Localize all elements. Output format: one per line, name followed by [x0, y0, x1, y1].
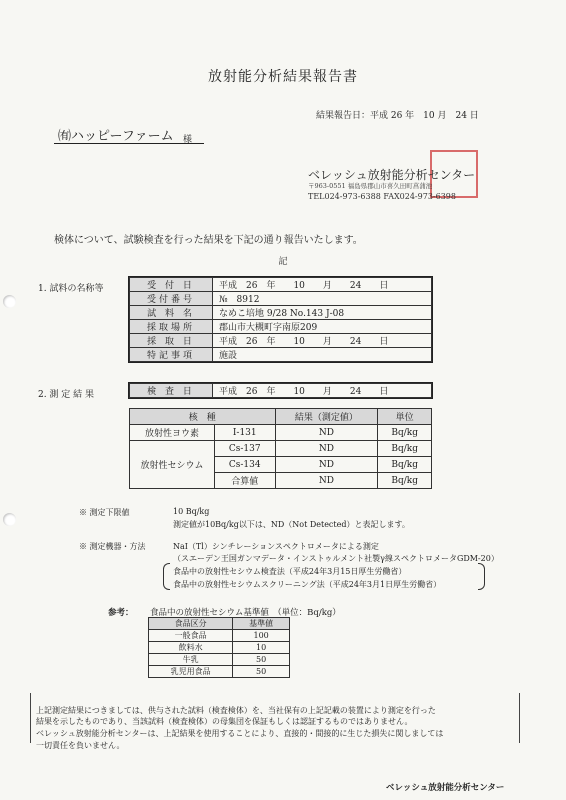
sender-name: ベレッシュ放射能分析センター [308, 168, 476, 182]
nuclide-name: I-131 [215, 425, 276, 441]
addressee-name: ㈲ハッピーファーム [58, 129, 174, 144]
nuclide-name: Cs-134 [215, 457, 276, 473]
result-unit: Bq/kg [378, 457, 432, 473]
table-row [130, 292, 432, 306]
result-unit: Bq/kg [378, 425, 432, 441]
punch-hole [3, 295, 16, 308]
table-row [149, 654, 290, 666]
table-row [130, 334, 432, 348]
inspection-date-value: 平成 26 年 10 月 24 日 [213, 384, 432, 398]
row-label: 試 料 名 [130, 306, 213, 320]
table-header-row [130, 409, 432, 425]
standards-table [148, 617, 290, 678]
table-row [149, 630, 290, 642]
section1-label: 1. 試料の名称等 [38, 284, 104, 294]
header-category: 食品区分 [149, 618, 233, 630]
addressee-honorific: 様 [183, 135, 193, 145]
punch-hole [3, 513, 16, 526]
row-label: 受 付 日 [130, 278, 213, 292]
footnote-line: 上記測定結果につきましては、供与された試料（検査検体）を、当社保有の上記記載の装置により測定を行った [36, 706, 436, 715]
footnote-line: 結果を示したものであり、当該試料（検査検体）の母集団を保証もしくは認証するものではありません。 [36, 717, 413, 726]
table-header-row [149, 618, 290, 630]
method-label: ※ 測定機器・方法 [79, 542, 146, 551]
row-label: 採取場所 [130, 320, 213, 334]
row-value: 郡山市大槻町字南原209 [213, 320, 432, 334]
table-row [130, 441, 432, 457]
group-cesium: 放射性セシウム [130, 441, 215, 489]
food-category: 飲料水 [149, 642, 233, 654]
sample-info-table [129, 277, 432, 362]
row-label: 受付番号 [130, 292, 213, 306]
sender-tel: TEL024-973-6388 FAX024-973-6398 [308, 192, 456, 201]
header-unit: 単位 [378, 409, 432, 425]
detection-limit-label: ※ 測定下限値 [79, 508, 130, 517]
method-line: NaI（Tl）シンチレーションスペクトロメータによる測定 [173, 542, 379, 551]
inspection-date-table [129, 383, 432, 398]
table-row [130, 425, 432, 441]
table-row [130, 384, 432, 398]
table-row [149, 666, 290, 678]
detection-limit-note: 測定値が10Bq/kg以下は、ND（Not Detected）と表記します。 [173, 520, 410, 529]
table-row [130, 278, 432, 292]
reference-label: 参考： [108, 608, 134, 618]
footer-organization: ベレッシュ放射能分析センター [386, 783, 505, 793]
intro-text: 検体について、試験検査を行った結果を下記の通り報告いたします。 [54, 235, 363, 246]
table-row [149, 642, 290, 654]
nuclide-name: Cs-137 [215, 441, 276, 457]
table-row [130, 320, 432, 334]
row-value: № 8912 [213, 292, 432, 306]
row-label: 特記事項 [130, 348, 213, 362]
detection-limit-value: 10 Bq/kg [173, 507, 210, 516]
standard-value: 50 [233, 666, 290, 678]
row-value: なめこ培地 9/28 No.143 J-08 [213, 306, 432, 320]
result-value: ND [275, 457, 378, 473]
food-category: 乳児用食品 [149, 666, 233, 678]
document-title: 放射能分析結果報告書 [208, 69, 358, 85]
table-row [130, 348, 432, 362]
standard-value: 10 [233, 642, 290, 654]
footnote-line: 一切責任を負いません。 [36, 741, 125, 750]
header-result: 結果（測定値） [275, 409, 378, 425]
method-line: （スエーデン王国ガンマデータ・インストゥルメント社製γ線スペクトロメータGDM-20） [173, 554, 499, 563]
result-value: ND [275, 473, 378, 489]
footnote-line: ベレッシュ放射能分析センターは、上記結果を使用することにより、直接的・間接的に生じた損失に関しましては [36, 729, 444, 738]
result-value: ND [275, 425, 378, 441]
method-line: 食品中の放射性セシウムスクリーニング法（平成24年3月1日厚生労働省） [173, 580, 442, 589]
report-date: 結果報告日：平成 26 年 10 月 24 日 [316, 111, 479, 121]
row-value: 平成 26 年 10 月 24 日 [213, 278, 432, 292]
section2-label: 2. 測 定 結 果 [38, 390, 95, 400]
row-value: 平成 26 年 10 月 24 日 [213, 334, 432, 348]
food-category: 牛乳 [149, 654, 233, 666]
result-unit: Bq/kg [378, 441, 432, 457]
bracket-right [478, 563, 485, 590]
nuclide-name: 合算値 [215, 473, 276, 489]
row-label: 採 取 日 [130, 334, 213, 348]
standard-value: 50 [233, 654, 290, 666]
table-row [130, 306, 432, 320]
group-iodine: 放射性ヨウ素 [130, 425, 215, 441]
food-category: 一般食品 [149, 630, 233, 642]
reference-title: 食品中の放射性セシウム基準値 （単位：Bq/kg） [150, 608, 341, 618]
method-line: 食品中の放射性セシウム検査法（平成24年3月15日厚生労働省） [173, 567, 407, 576]
bracket-left [163, 563, 170, 590]
header-nuclide: 核 種 [130, 409, 276, 425]
inspection-date-label: 検 査 日 [130, 384, 213, 398]
sender-address: 〒963-0551 福島県郡山市喜久田町菖蒲池 [308, 182, 433, 190]
result-unit: Bq/kg [378, 473, 432, 489]
ki-heading: 記 [278, 257, 288, 267]
results-table [129, 408, 432, 489]
standard-value: 100 [233, 630, 290, 642]
header-standard: 基準値 [233, 618, 290, 630]
result-value: ND [275, 441, 378, 457]
row-value: 施設 [213, 348, 432, 362]
